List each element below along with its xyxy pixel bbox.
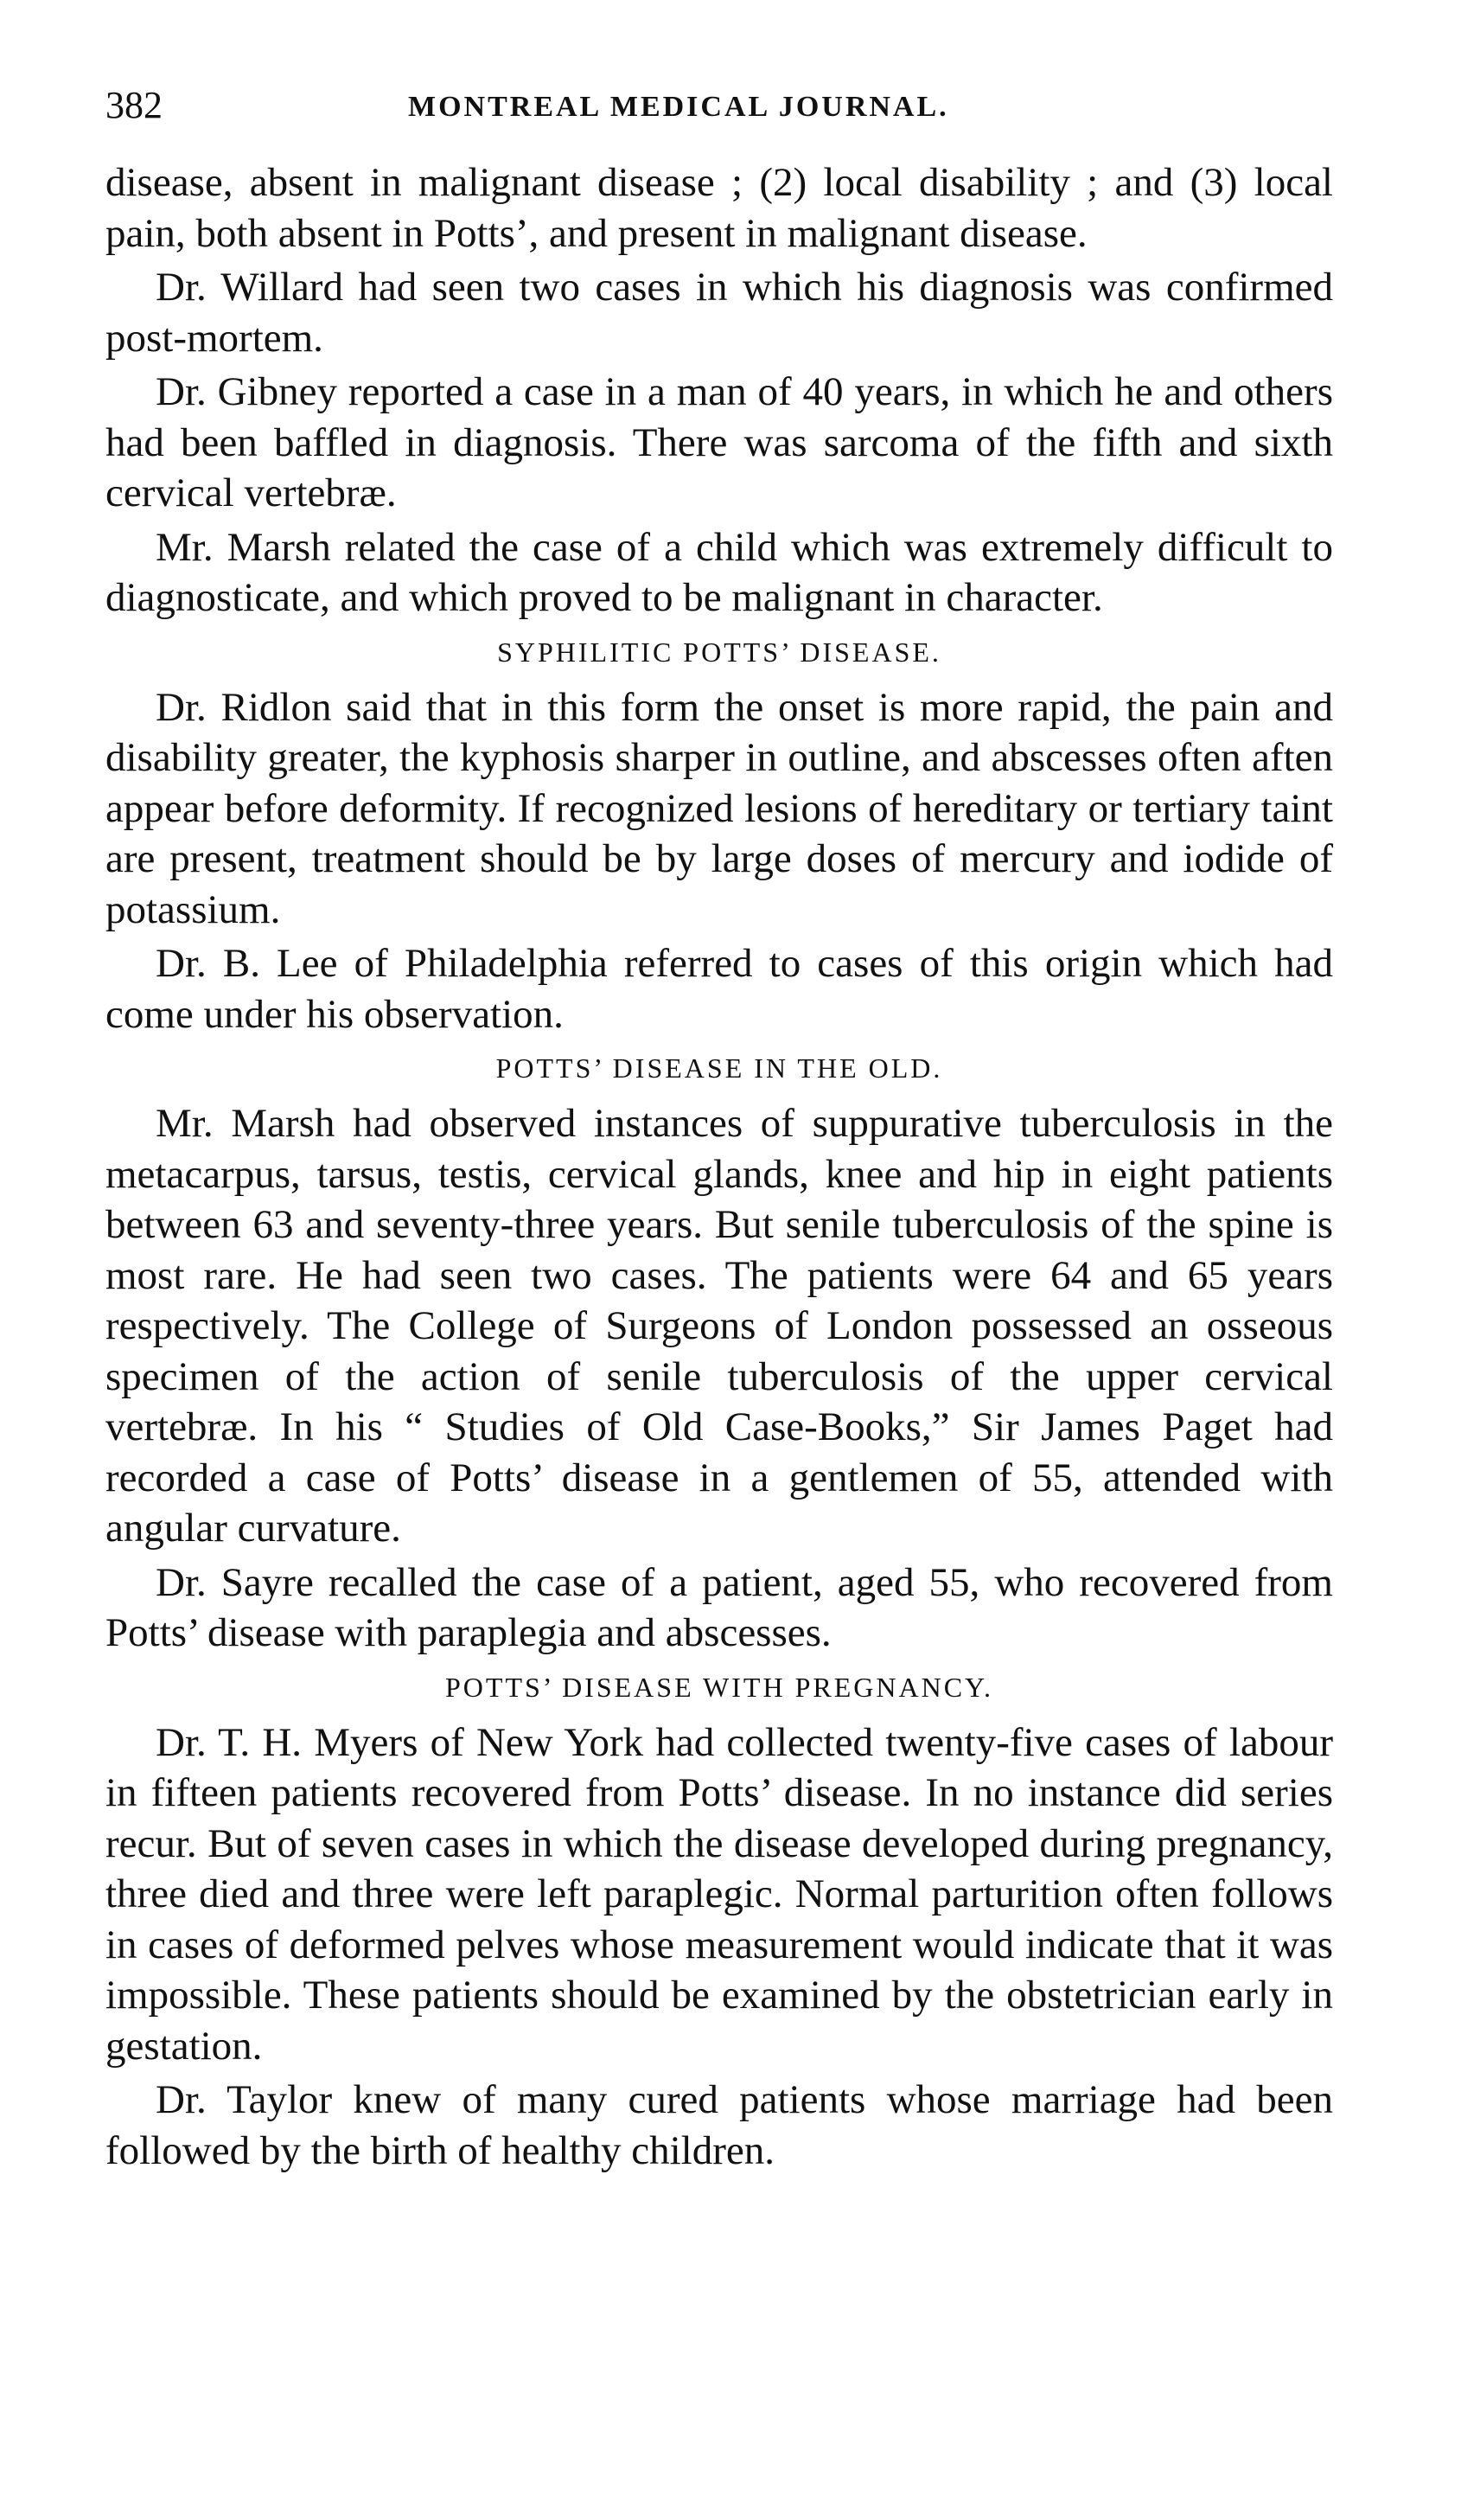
section-heading-syphilitic: SYPHILITIC POTTS’ DISEASE. [497,636,941,668]
section-heading-pregnancy: POTTS’ DISEASE WITH PREGNANCY. [444,1671,994,1703]
paragraph-willard: Dr. Willard had seen two cases in which his diagnosis was confirmed post-mortem. [105,265,1333,361]
paragraph-continuation: disease, absent in malignant disease ; (2) local disability ; and (3) local pain, both absent in Potts’, and present in malignant disease. [105,160,1333,256]
paragraph-myers: Dr. T. H. Myers of New York had collected twenty-five cases of labour in fifteen patients recovered from Potts’ disease. In no instance did series recur. But of seven cases in which the disease developed during pregnancy, three died and three were left paraplegic. Normal parturition often follows in cases of deformed pelves whose measurement would indicate that it was impossible. These patients should be examined by the obstetrician early in gestation. [105,1719,1333,2069]
paragraph-sayre: Dr. Sayre recalled the case of a patient, aged 55, who recovered from Potts’ disease with paraplegia and abscesses. [105,1559,1333,1655]
page-number: 382 [105,84,163,126]
paragraph-marsh-senile: Mr. Marsh had observed instances of suppurative tuberculosis in the metacarpus, tarsus, testis, cervical glands, knee and hip in eight patients between 63 and seventy-three years. But senile tuberculosis of the spine is most rare. He had seen two cases. The patients were 64 and 65 years respectively. The College of Surgeons of London possessed an osseous specimen of the action of senile tuberculosis of the upper cervical vertebræ. In his “ Studies of Old Case-Books,” Sir James Paget had recorded a case of Potts’ disease in a gentlemen of 55, attended with angular curvature. [105,1101,1333,1551]
paragraph-gibney: Dr. Gibney reported a case in a man of 40 years, in which he and others had been baffled in diagnosis. There was sarcoma of the fifth and sixth cervical vertebræ. [105,369,1333,515]
paragraph-lee: Dr. B. Lee of Philadelphia referred to cases of this origin which had come under his observation. [105,941,1333,1037]
paragraph-ridlon: Dr. Ridlon said that in this form the onset is more rapid, the pain and disability greater, the kyphosis sharper in outline, and abscesses often aften appear before deformity. If recognized lesions of hereditary or tertiary taint are present, treatment should be by large doses of mercury and iodide of potassium. [105,684,1333,932]
section-heading-old: POTTS’ DISEASE IN THE OLD. [495,1052,943,1084]
paragraph-marsh-child: Mr. Marsh related the case of a child which was extremely difficult to diagnosticate, and which proved to be malignant in character. [105,524,1333,620]
paragraph-taylor: Dr. Taylor knew of many cured patients whose marriage had been followed by the birth of healthy children. [105,2077,1333,2173]
page-header [105,81,1333,133]
article-body [105,157,1333,2176]
running-head: MONTREAL MEDICAL JOURNAL. [408,91,949,123]
journal-page [105,81,1333,2179]
